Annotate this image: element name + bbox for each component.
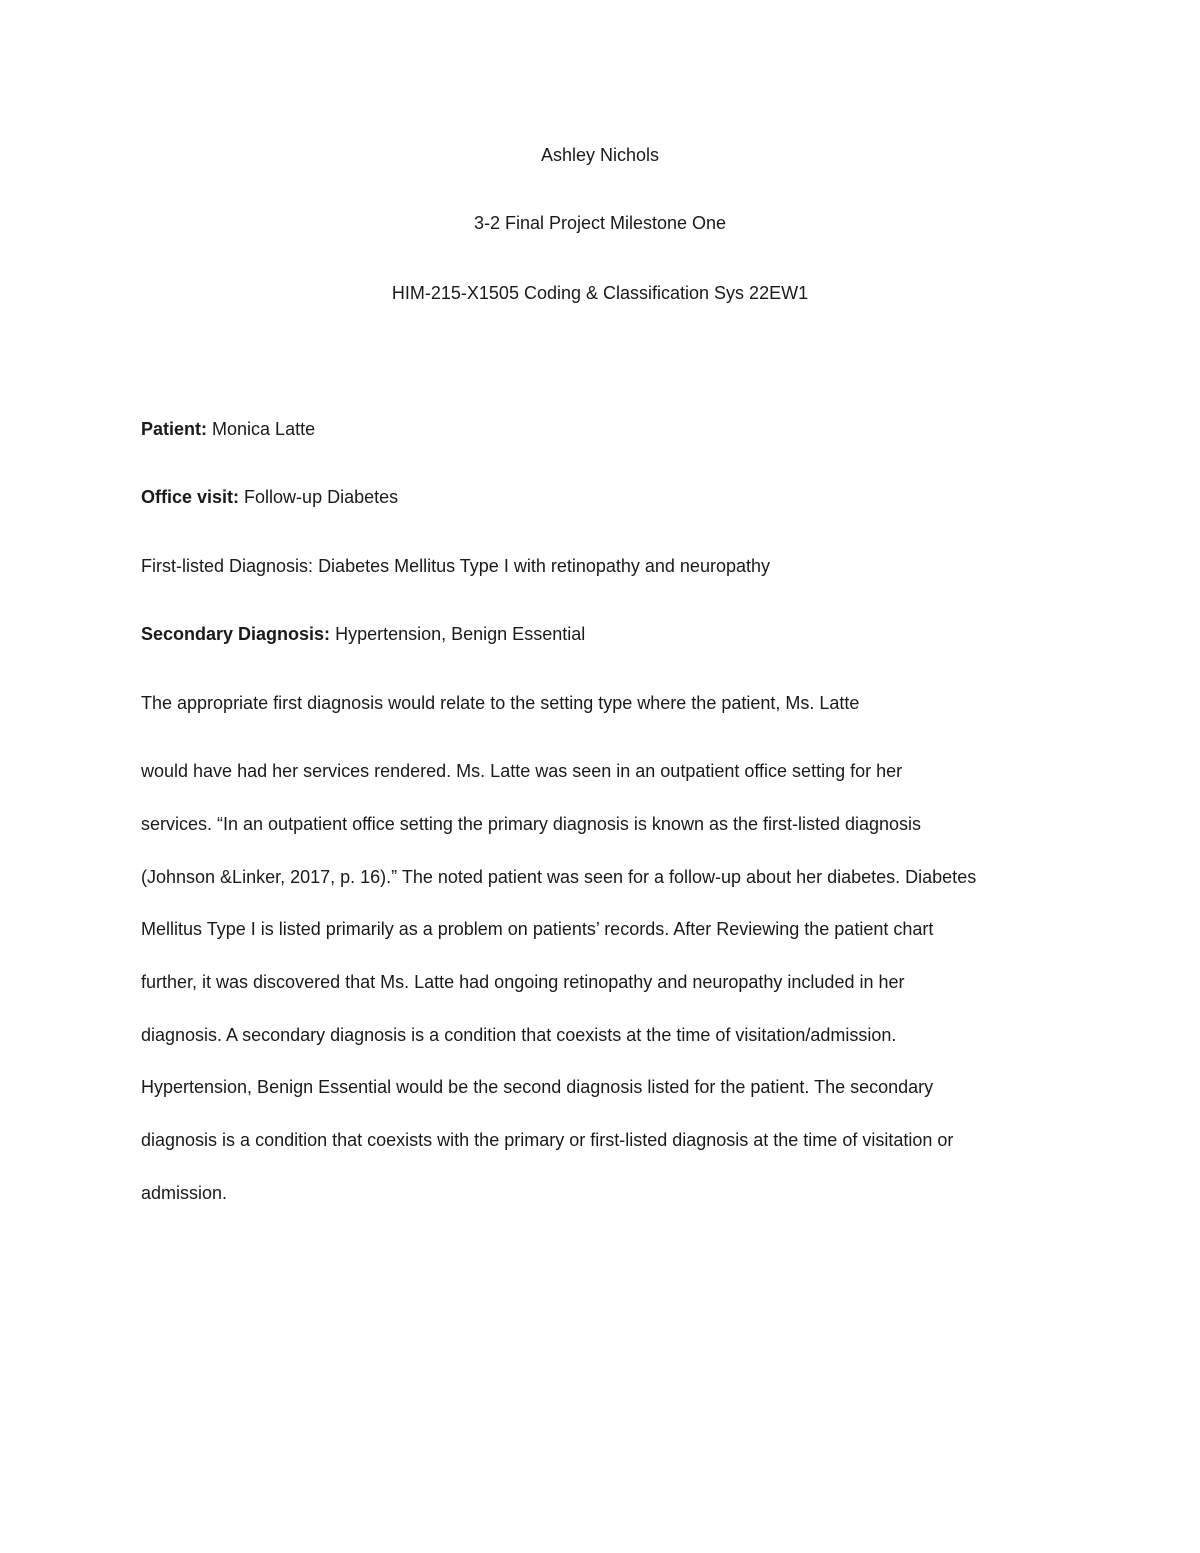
body-line: admission. bbox=[141, 1183, 228, 1203]
first-listed-diagnosis-field bbox=[141, 556, 770, 577]
office-visit-label: Office visit: bbox=[141, 487, 240, 507]
secondary-diagnosis-field bbox=[141, 624, 585, 645]
course-title: HIM-215-X1505 Coding & Classification Sys 22EW1 bbox=[391, 283, 809, 303]
body-line: (Johnson &Linker, 2017, p. 16).” The noted patient was seen for a follow-up about her diabetes. Diabetes bbox=[141, 867, 977, 887]
body-line: The appropriate first diagnosis would relate to the setting type where the patient, Ms. Latte bbox=[141, 693, 860, 713]
body-line: diagnosis. A secondary diagnosis is a condition that coexists at the time of visitation/admission. bbox=[141, 1025, 897, 1045]
body-line: Hypertension, Benign Essential would be the second diagnosis listed for the patient. The secondary bbox=[141, 1077, 934, 1097]
patient-field bbox=[141, 419, 315, 440]
body-line: would have had her services rendered. Ms. Latte was seen in an outpatient office setting for her bbox=[141, 761, 903, 781]
secondary-diagnosis-value: Hypertension, Benign Essential bbox=[335, 624, 586, 644]
first-listed-diagnosis-value: Diabetes Mellitus Type I with retinopathy and neuropathy bbox=[318, 556, 770, 576]
patient-value: Monica Latte bbox=[212, 419, 316, 439]
body-line: services. “In an outpatient office setting the primary diagnosis is known as the first-listed diagnosis bbox=[141, 814, 922, 834]
office-visit-value: Follow-up Diabetes bbox=[244, 487, 399, 507]
author-name: Ashley Nichols bbox=[540, 145, 660, 165]
first-listed-diagnosis-label: First-listed Diagnosis: bbox=[141, 556, 314, 576]
secondary-diagnosis-label: Secondary Diagnosis: bbox=[141, 624, 331, 644]
patient-label: Patient: bbox=[141, 419, 208, 439]
body-line: further, it was discovered that Ms. Latte had ongoing retinopathy and neuropathy included in her bbox=[141, 972, 905, 992]
office-visit-field bbox=[141, 487, 398, 508]
assignment-title: 3-2 Final Project Milestone One bbox=[473, 213, 727, 233]
body-line: diagnosis is a condition that coexists with the primary or first-listed diagnosis at the time of visitation or bbox=[141, 1130, 954, 1150]
body-line: Mellitus Type I is listed primarily as a problem on patients’ records. After Reviewing the patient chart bbox=[141, 919, 934, 939]
